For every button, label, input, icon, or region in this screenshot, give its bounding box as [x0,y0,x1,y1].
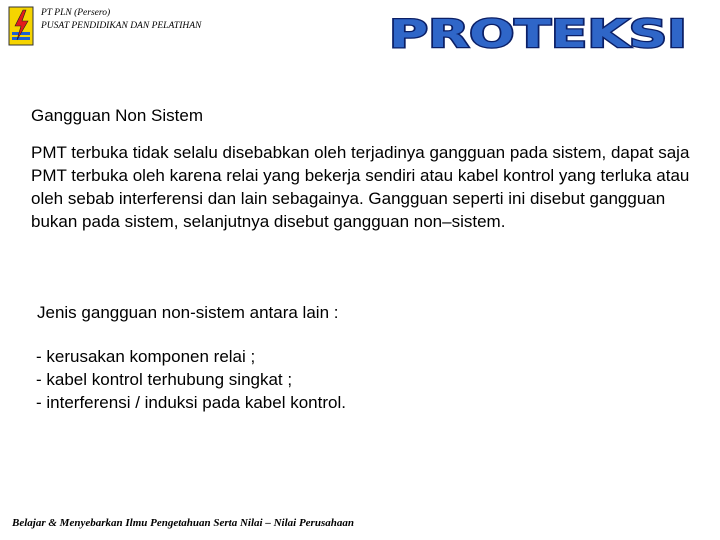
list-item: - interferensi / induksi pada kabel kontrol. [36,393,346,412]
organization-name [41,7,201,33]
banner-text: PROTEKSI [389,12,687,54]
org-line-2: PUSAT PENDIDIKAN DAN PELATIHAN [41,21,202,31]
section-title: Gangguan Non Sistem [31,106,203,125]
list-item: - kerusakan komponen relai ; [36,347,256,366]
list-item: - kabel kontrol terhubung singkat ; [36,370,293,389]
pln-lightning-logo-icon [8,6,34,46]
body-paragraph: PMT terbuka tidak selalu disebabkan oleh terjadinya gangguan pada sistem, dapat saja PMT terbuka oleh karena relai yang bekerja sendiri atau kabel kontrol yang terluka atau oleh sebab interferensi dan lain sebagainya. Gangguan seperti ini disebut gangguan bukan pada sistem, selanjutnya disebut gangguan non–sistem. [31,143,690,231]
list-intro: Jenis gangguan non-sistem antara lain : [37,303,339,322]
fault-type-list [36,345,346,414]
proteksi-banner [387,12,689,54]
org-line-1: PT PLN (Persero) [41,8,111,18]
footer-motto: Belajar & Menyebarkan Ilmu Pengetahuan Serta Nilai – Nilai Perusahaan [12,517,354,529]
